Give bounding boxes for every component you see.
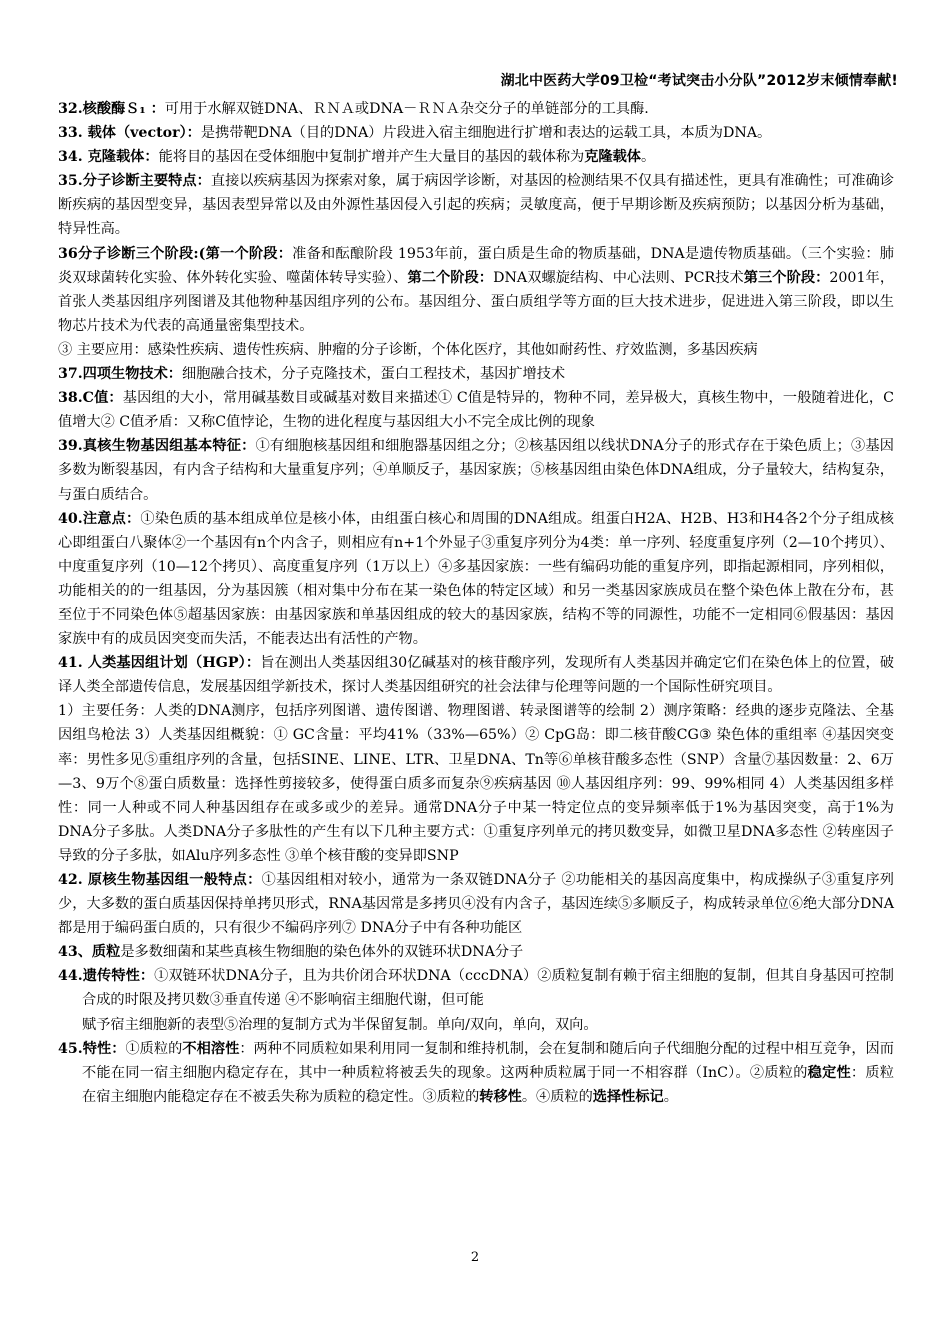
page-header: 湖北中医药大学09卫检“考试突击小分队”2012岁末倾情奉献! <box>500 73 898 89</box>
item-40: 40.注意点：①染色质的基本组成单位是核小体，由组蛋白核心和周围的DNA组成。组蛋白H2A、H2B、H3和H4各2个分子组成核心即组蛋白八聚体②一个基因有n个内含子，则相应有n+1个外显子③重复序列分为4类：单一序列、轻度重复序列（2—10个拷贝）、中度重复序列（10—12个拷贝）、高度重复序列（1万以上）④多基因家族：一些有编码功能的重复序列，即指起源相同，序列相似，功能相关的的一组基因，分为基因簇（相对集中分布在某一染色体的特定区域）和另一类基因家族成员在整个染色体上散在分布，甚至位于不同染色体⑤超基因家族：由基因家族和单基因组成的较大的基因家族，结构不等的同源性，功能不一定相同⑥假基因：基因家族中有的成员因突变而失活，不能表达出有活性的产物。 <box>58 510 894 648</box>
item-41-details: 1）主要任务：人类的DNA测序，包括序列图谱、遗传图谱、物理图谱、转录图谱等的绘制 2）测序策略：经典的逐步克隆法、全基因组鸟枪法 3）人类基因组概貌：① GC含量：平均41%（33%—65%）② CpG岛：即二核苷酸CG③ 染色体的重组率 ④基因突变率：男性多见⑤重组序列的含量，包括SINE、LINE、LTR、卫星DNA、Tn等⑥单核苷酸多态性（SNP）含量⑦基因数量：2、6万—3、9万个⑧蛋白质数量：选择性剪接较多，使得蛋白质多而复杂⑨疾病基因 ⑩人基因组序列：99、99%相同 4）人类基因组多样性：同一人种或不同人种基因组存在或多或少的差异。通常DNA分子中某一特定位点的变异频率低于1%为基因突变，高于1%为DNA分子多肽。人类DNA分子多肽性的产生有以下几种主要方式：①重复序列单元的拷贝数变异，如微卫星DNA多态性 ②转座因子导致的分子多肽，如Alu序列多态性 ③单个核苷酸的变异即SNP <box>58 703 894 864</box>
item-32: 32.核酸酶Ｓ₁ ：可用于水解双链DNA、ＲＮＡ或DNA－ＲＮＡ杂交分子的单链部分的工具酶. <box>58 101 649 117</box>
item-44: 44.遗传特性：①双链环状DNA分子，且为共价闭合环状DNA（cccDNA）②质粒复制有赖于宿主细胞的复制，但其自身基因可控制合成的时限及拷贝数③垂直传递 ④不影响宿主细胞代谢，但可能 <box>58 968 894 1009</box>
item-34: 34. 克隆载体：能将目的基因在受体细胞中复制扩增并产生大量目的基因的载体称为克隆载体。 <box>58 149 656 166</box>
document-body <box>58 97 894 1109</box>
page-number: 2 <box>470 1250 480 1265</box>
item-45: 45.特性：①质粒的不相溶性：两种不同质粒如果利用同一复制和维持机制，会在复制和随后向子代细胞分配的过程中相互竞争，因而不能在同一宿主细胞内稳定存在，其中一种质粒将被丢失的现象。这两种质粒属于同一不相容群（InC）。②质粒的稳定性：质粒在宿主细胞内能稳定存在不被丢失称为质粒的稳定性。③质粒的转移性。④质粒的选择性标记。 <box>58 1040 894 1105</box>
item-41: 41. 人类基因组计划（HGP）：旨在测出人类基因组30亿碱基对的核苷酸序列，发现所有人类基因并确定它们在染色体上的位置，破译人类全部遗传信息，发展基因组学新技术，探讨人类基因组研究的社会法律与伦理等问题的一个国际性研究项目。 <box>58 655 894 696</box>
item-37: 37.四项生物技术：细胞融合技术，分子克隆技术，蛋白工程技术，基因扩增技术 <box>58 366 566 383</box>
item-33: 33. 载体（vector）：是携带靶DNA（目的DNA）片段进入宿主细胞进行扩增和表达的运载工具，本质为DNA。 <box>58 125 772 142</box>
item-44-continued: 赋予宿主细胞新的表型⑤治理的复制方式为半保留复制。单向/双向，单向，双向。 <box>82 1016 598 1033</box>
item-42: 42. 原核生物基因组一般特点：①基因组相对较小，通常为一条双链DNA分子 ②功能相关的基因高度集中，构成操纵子③重复序列少，大多数的蛋白质基因保持单拷贝形式，RNA基因常是多拷贝④没有内含子，基因连续⑤多顺反子，构成转录单位⑥绝大部分DNA都是用于编码蛋白质的，只有很少不编码序列⑦ DNA分子中有各种功能区 <box>58 872 894 937</box>
item-36: 36分子诊断三个阶段:(第一个阶段：准备和酝酿阶段 1953年前，蛋白质是生命的物质基础，DNA是遗传物质基础。（三个实验：肺炎双球菌转化实验、体外转化实验、噬菌体转导实验）、第二个阶段：DNA双螺旋结构、中心法则、PCR技术第三个阶段：2001年，首张人类基因组序列图谱及其他物种基因组序列的公布。基因组分、蛋白质组学等方面的巨大技术进步，促进进入第三阶段，即以生物芯片技术为代表的高通量密集型技术。 <box>58 245 895 334</box>
item-35: 35.分子诊断主要特点：直接以疾病基因为探索对象，属于病因学诊断，对基因的检测结果不仅具有描述性，更具有准确性；可准确诊断疾病的基因型变异，基因表型异常以及由外源性基因侵入引起的疾病；灵敏度高，便于早期诊断及疾病预防；以基因分析为基础，特异性高。 <box>58 173 894 238</box>
item-38: 38.C值：基因组的大小，常用碱基数目或碱基对数目来描述① C值是特异的，物种不同，差异极大，真核生物中，一般随着进化，C值增大② C值矛盾：又称C值悖论，生物的进化程度与基因组大小不完全成比例的现象 <box>58 390 894 431</box>
item-39: 39.真核生物基因组基本特征：①有细胞核基因组和细胞器基因组之分；②核基因组以线状DNA分子的形式存在于染色质上；③基因多数为断裂基因，有内含子结构和大量重复序列；④单顺反子，基因家族；⑤核基因组由染色体DNA组成，分子量较大，结构复杂，与蛋白质结合。 <box>58 438 894 503</box>
item-43: 43、质粒是多数细菌和某些真核生物细胞的染色体外的双链环状DNA分子 <box>58 944 524 961</box>
item-36-applications: ③ 主要应用：感染性疾病、遗传性疾病、肿瘤的分子诊断，个体化医疗，其他如耐药性、疗效监测，多基因疾病 <box>58 341 758 358</box>
